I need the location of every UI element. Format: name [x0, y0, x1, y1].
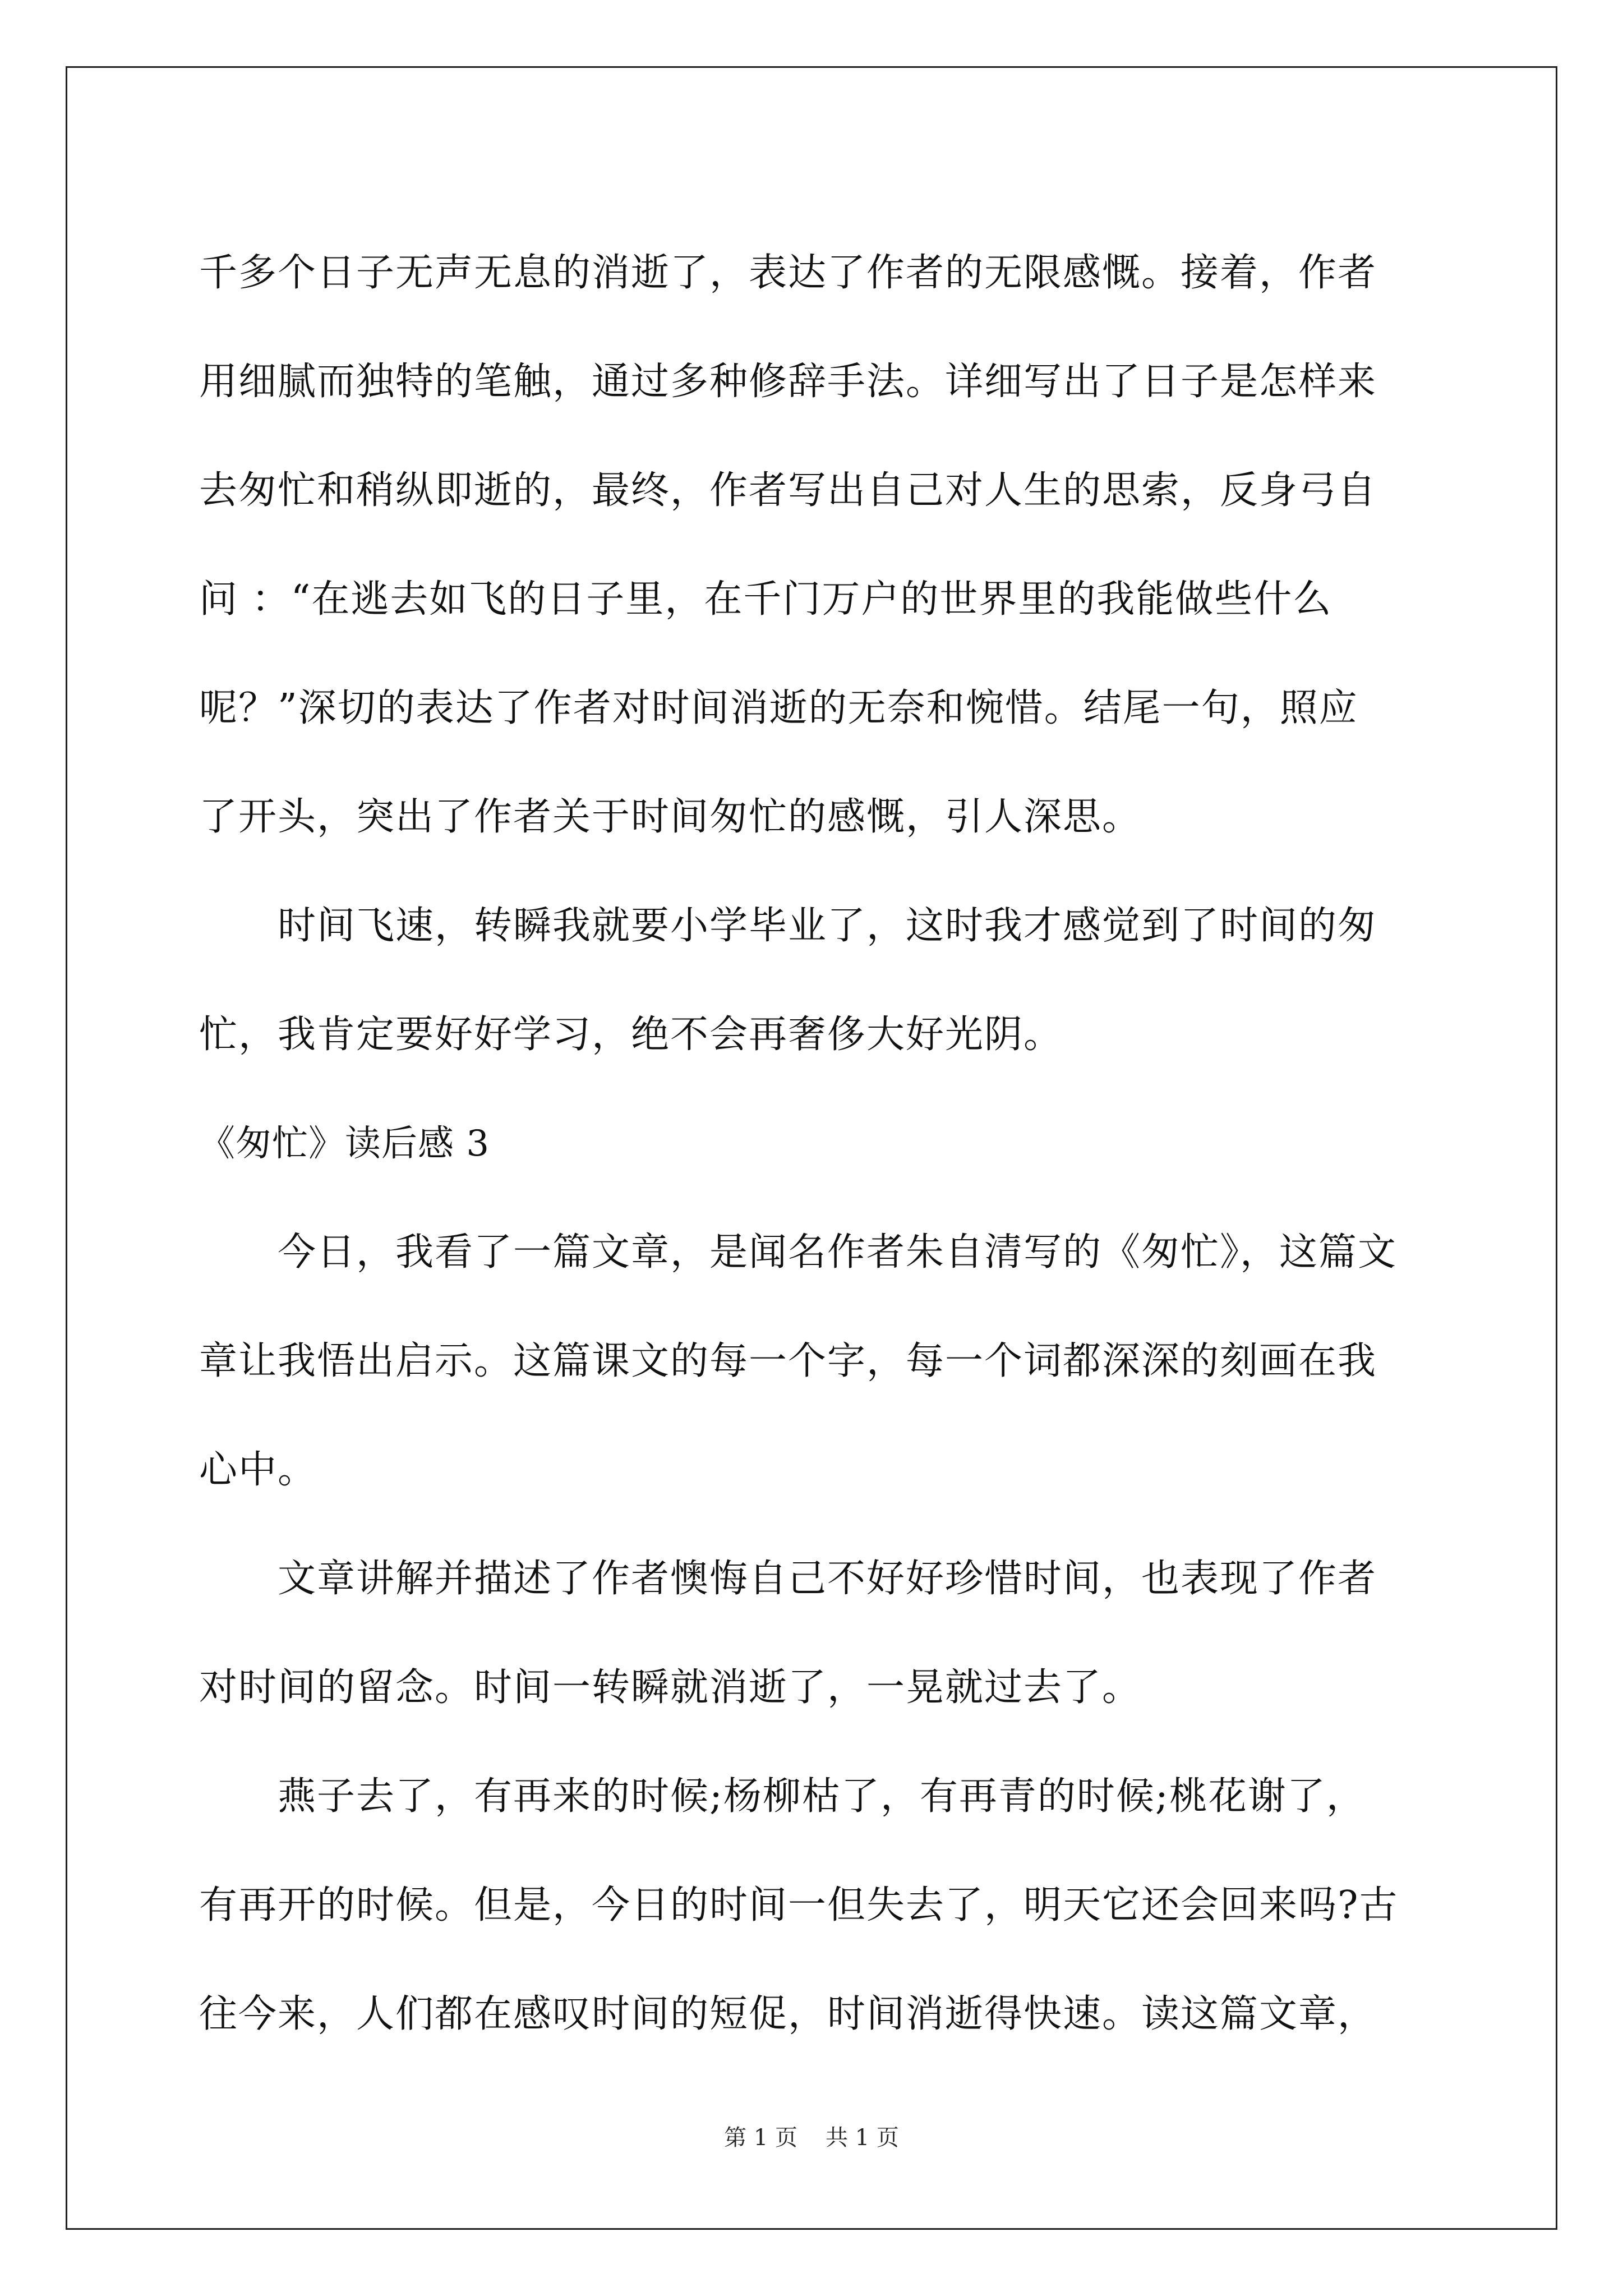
- text-line: 忙，我肯定要好好学习，绝不会再奢侈大好光阴。: [199, 1013, 1063, 1057]
- text-line: 章让我悟出启示。这篇课文的每一个字，每一个词都深深的刻画在我: [199, 1339, 1377, 1383]
- text-line: 去匆忙和稍纵即逝的，最终，作者写出自己对人生的思索，反身弓自: [199, 468, 1377, 513]
- text-line: 往今来，人们都在感叹时间的短促，时间消逝得快速。读这篇文章，: [199, 1992, 1377, 2036]
- section-heading: 《匆忙》读后感 3: [199, 1123, 490, 1165]
- text-line: 时间飞速，转瞬我就要小学毕业了，这时我才感觉到了时间的匆: [199, 904, 1377, 948]
- text-line: 千多个日子无声无息的消逝了，表达了作者的无限感慨。接着，作者: [199, 251, 1377, 295]
- text-line: 问 ：“在逃去如飞的日子里，在千门万户的世界里的我能做些什么: [199, 577, 1332, 622]
- page-number: 第 1 页: [724, 2125, 797, 2151]
- page-total: 共 1 页: [826, 2125, 899, 2151]
- text-line: 用细腻而独特的笔触，通过多种修辞手法。详细写出了日子是怎样来: [199, 360, 1377, 404]
- text-line: 文章讲解并描述了作者懊悔自己不好好珍惜时间，也表现了作者: [199, 1557, 1377, 1601]
- text-line: 今日，我看了一篇文章，是闻名作者朱自清写的《匆忙》，这篇文: [199, 1230, 1398, 1274]
- text-line: 呢？”深切的表达了作者对时间消逝的无奈和惋惜。结尾一句，照应: [199, 686, 1358, 730]
- text-line: 有再开的时候。但是，今日的时间一但失去了，明天它还会回来吗?古: [199, 1883, 1399, 1927]
- document-body: [199, 219, 1433, 2069]
- page-footer: [0, 2124, 1623, 2152]
- text-line: 燕子去了，有再来的时候;杨柳枯了，有再青的时候;桃花谢了，: [199, 1774, 1366, 1819]
- text-line: 了开头，突出了作者关于时间匆忙的感慨，引人深思。: [199, 795, 1142, 839]
- text-line: 对时间的留念。时间一转瞬就消逝了，一晃就过去了。: [199, 1665, 1142, 1710]
- text-line: 心中。: [199, 1448, 317, 1492]
